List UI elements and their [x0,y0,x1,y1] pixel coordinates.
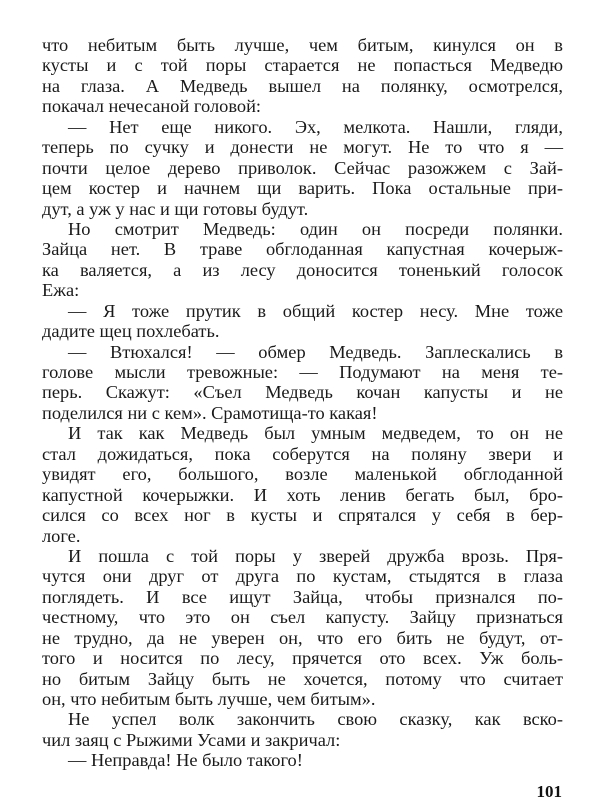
text-line: ка валяется, а из лесу доносится тоненький голосок [42,259,563,280]
text-line: чил заяц с Рыжими Усами и закричал: [42,729,341,750]
text-line: покачал нечесаной головой: [42,96,262,117]
text-line: — Втюхался! — обмер Медведь. Заплескались в [68,341,563,362]
text-line: Ежа: [42,280,80,301]
text-line: Не успел волк закончить свою сказку, как вско- [68,709,563,730]
text-line: чутся они друг от друга по кустам, стыдятся в глаза [42,566,563,587]
text-line: поглядеть. И все ищут Зайца, чтобы признался по- [42,586,563,607]
text-line: — Неправда! Не было такого! [68,750,303,771]
paragraph [42,546,563,710]
text-line: сился со всех ног в кусты и спрятался у себя в бер- [42,505,563,526]
text-line: теперь по сучку и донести не могут. Не то что я — [42,137,563,158]
book-page-text [42,35,563,771]
text-line: того и носится по лесу, прячется ото всех. Уж боль- [42,648,563,669]
text-line: поделился ни с кем». Срамотища-то какая! [42,402,378,423]
text-line: логе. [42,525,81,546]
paragraph [42,117,563,219]
paragraph [42,342,563,424]
text-line: стал дожидаться, пока соберутся на поляну звери и [42,443,563,464]
paragraph [42,219,563,301]
text-line: дадите щец похлебать. [42,321,220,342]
text-line: не трудно, да не уверен он, что его бить не будут, от- [42,627,563,648]
text-line: дут, а уж у нас и щи готовы будут. [42,198,309,219]
text-line: на глаза. А Медведь вышел на полянку, осмотрелся, [42,75,563,96]
text-line: но битым Зайцу быть не хочется, потому что считает [42,668,563,689]
text-line: честному, что это он съел капусту. Зайцу признаться [42,607,563,628]
text-line: он, что небитым быть лучше, чем битым». [42,689,376,709]
text-line: Зайца нет. В траве обглоданная капустная кочерыж- [42,239,563,260]
text-line: кусты и с той поры старается не попасться Медведю [42,55,563,76]
text-line: И пошла с той поры у зверей дружба врозь. Пря- [68,545,563,566]
text-line: что небитым быть лучше, чем битым, кинулся он в [42,35,563,55]
paragraph [42,750,563,770]
paragraph [42,35,563,117]
text-line: перь. Скажут: «Съел Медведь кочан капусты и не [42,382,563,403]
text-line: Но смотрит Медведь: один он посреди полянки. [68,218,563,239]
text-line: — Нет еще никого. Эх, мелкота. Нашли, гляди, [68,116,563,137]
text-line: И так как Медведь был умным медведем, то он не [68,423,563,444]
text-line: увидят его, большого, возле маленькой обглоданной [42,464,563,485]
text-line: — Я тоже прутик в общий костер несу. Мне тоже [68,300,563,321]
page-number: 101 [536,782,562,801]
paragraph [42,709,563,750]
paragraph [42,423,563,546]
text-line: цем костер и начнем щи варить. Пока остальные при- [42,178,563,199]
text-line: капустной кочерыжки. И хоть ленив бегать был, бро- [42,484,563,505]
paragraph [42,301,563,342]
text-line: голове мысли тревожные: — Подумают на меня те- [42,362,563,382]
text-line: почти целое дерево приволок. Сейчас разожжем с Зай- [42,157,563,178]
